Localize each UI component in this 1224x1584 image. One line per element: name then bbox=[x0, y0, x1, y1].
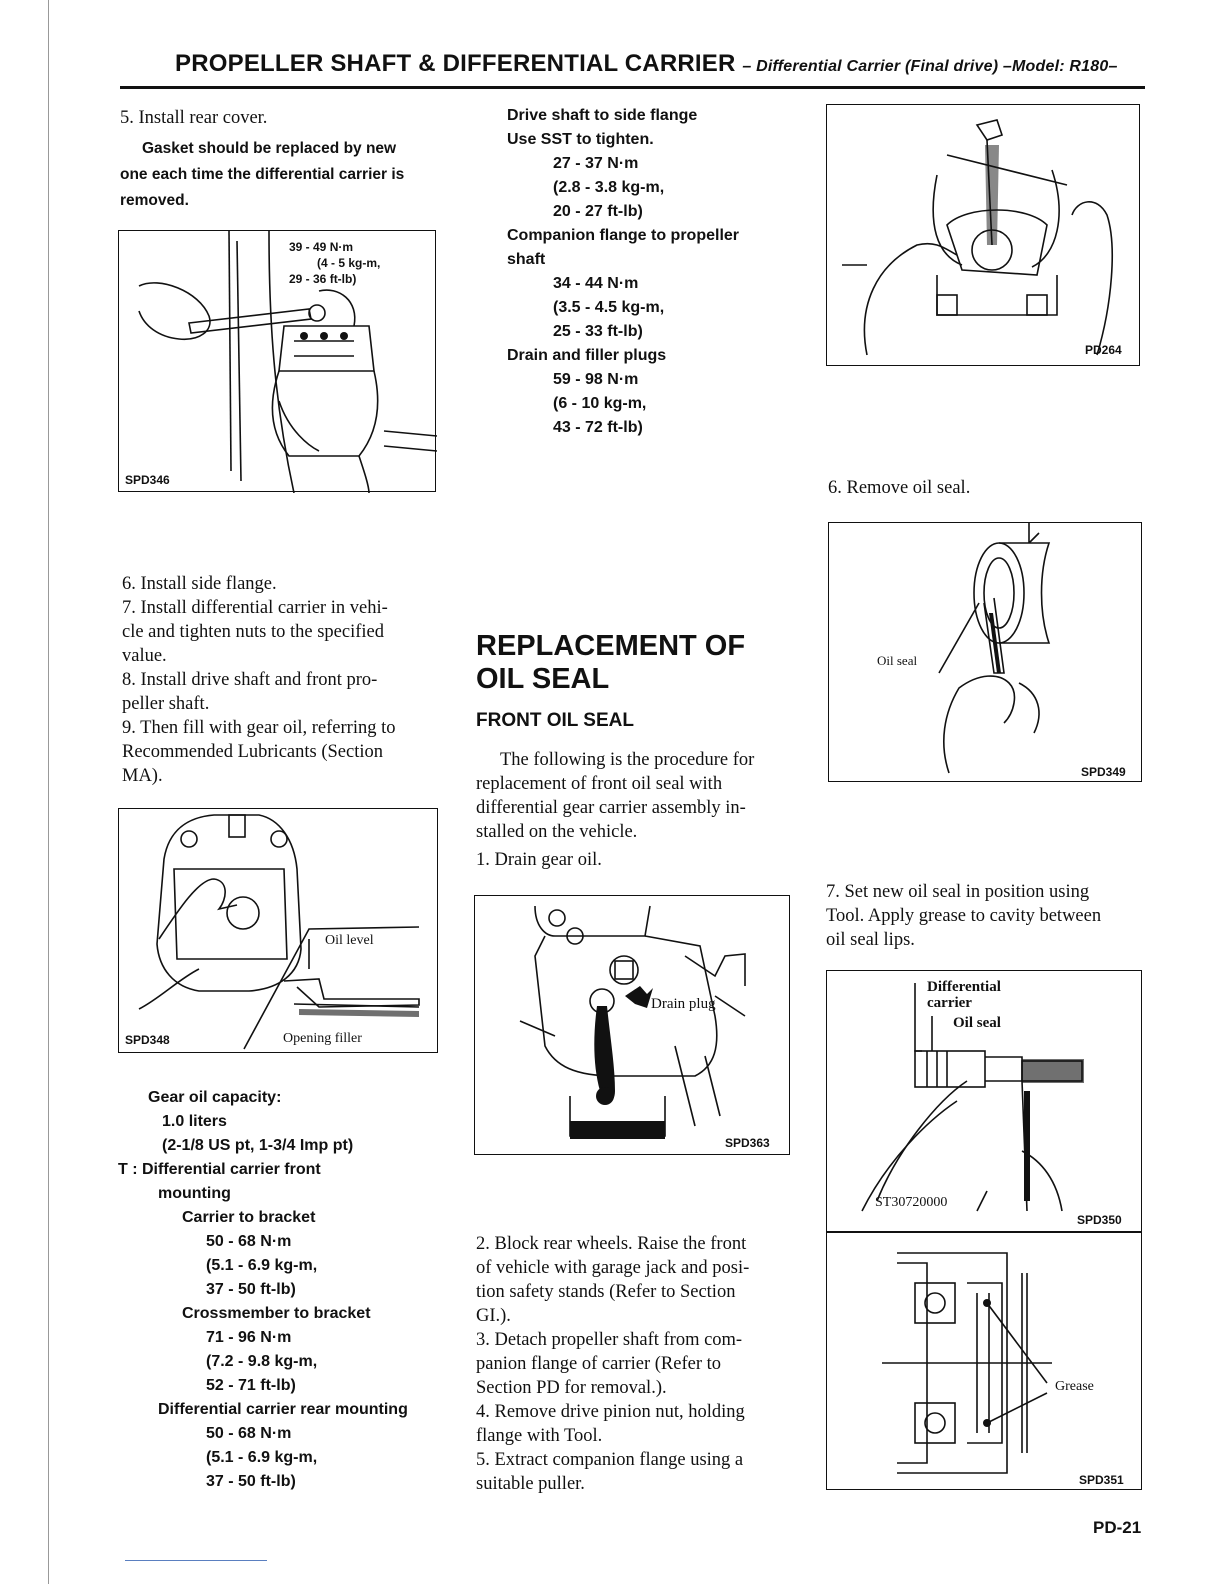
col1-step5: 5. Install rear cover. bbox=[120, 108, 268, 128]
tool-number-label: ST30720000 bbox=[875, 1195, 948, 1210]
figure-spd350 bbox=[826, 970, 1142, 1232]
spec-line: 50 - 68 N·m bbox=[206, 1425, 292, 1442]
gasket-note-line: removed. bbox=[120, 192, 189, 209]
torque-value: (4 - 5 kg-m, bbox=[317, 256, 381, 270]
step-line: 2. Block rear wheels. Raise the front bbox=[476, 1234, 747, 1254]
spec-line: Use SST to tighten. bbox=[507, 131, 654, 148]
header-rule bbox=[120, 86, 1145, 89]
col1-gasket-note bbox=[120, 136, 440, 214]
differential-label: Differential bbox=[927, 979, 1001, 995]
figure-code: PD264 bbox=[1085, 343, 1122, 357]
figure-code: SPD346 bbox=[125, 473, 170, 487]
spec-line: Drive shaft to side flange bbox=[507, 107, 698, 124]
intro-line: replacement of front oil seal with bbox=[476, 774, 723, 794]
col2-step1: 1. Drain gear oil. bbox=[476, 850, 602, 870]
torque-value: 29 - 36 ft-lb) bbox=[289, 272, 357, 286]
gasket-note-line: one each time the differential carrier is bbox=[120, 166, 405, 183]
oil-level-label: Oil level bbox=[325, 933, 374, 948]
spec-line: Drain and filler plugs bbox=[507, 347, 667, 364]
step-line: 5. Extract companion flange using a bbox=[476, 1450, 744, 1470]
step-line: 4. Remove drive pinion nut, holding bbox=[476, 1402, 745, 1422]
header-subtitle: – Differential Carrier (Final drive) –Model: R180– bbox=[742, 58, 1118, 75]
step-line: 7. Install differential carrier in vehi- bbox=[122, 598, 388, 618]
section-heading bbox=[476, 630, 745, 696]
drain-plug-label: Drain plug bbox=[651, 996, 716, 1012]
spec-line: 25 - 33 ft-lb) bbox=[553, 323, 643, 340]
header-title: PROPELLER SHAFT & DIFFERENTIAL CARRIER bbox=[175, 50, 736, 77]
figure-code: SPD350 bbox=[1077, 1213, 1122, 1227]
step-line: 8. Install drive shaft and front pro- bbox=[122, 670, 378, 690]
step-line: 3. Detach propeller shaft from com- bbox=[476, 1330, 743, 1350]
spec-line: (2-1/8 US pt, 1-3/4 Imp pt) bbox=[162, 1137, 354, 1154]
spec-line: 27 - 37 N·m bbox=[553, 155, 639, 172]
step-line: 6. Install side flange. bbox=[122, 574, 277, 594]
spec-line: (7.2 - 9.8 kg-m, bbox=[206, 1353, 318, 1370]
spec-line: shaft bbox=[507, 251, 546, 268]
torque-callout bbox=[289, 239, 380, 287]
oil-filler-illustration bbox=[119, 809, 439, 1054]
step-line: GI.). bbox=[476, 1306, 511, 1326]
figure-pd264 bbox=[826, 104, 1140, 366]
col3-step6: 6. Remove oil seal. bbox=[828, 478, 971, 498]
spec-line: 52 - 71 ft-lb) bbox=[206, 1377, 296, 1394]
rear-cover-illustration bbox=[119, 231, 437, 493]
spec-line: Carrier to bracket bbox=[182, 1209, 316, 1226]
spec-line: 71 - 96 N·m bbox=[206, 1329, 292, 1346]
figure-spd351 bbox=[826, 1232, 1142, 1490]
spec-line: Gear oil capacity: bbox=[148, 1089, 282, 1106]
step-line: 7. Set new oil seal in position using bbox=[826, 882, 1090, 902]
subheading-front-oil-seal: FRONT OIL SEAL bbox=[476, 710, 634, 731]
spec-line: Differential carrier rear mounting bbox=[158, 1401, 408, 1418]
step-line: suitable puller. bbox=[476, 1474, 585, 1494]
spec-line: 20 - 27 ft-lb) bbox=[553, 203, 643, 220]
spec-line: 50 - 68 N·m bbox=[206, 1233, 292, 1250]
puller-illustration bbox=[827, 105, 1141, 367]
figure-code: SPD349 bbox=[1081, 765, 1126, 779]
spec-line: mounting bbox=[158, 1185, 231, 1202]
step-line: flange with Tool. bbox=[476, 1426, 603, 1446]
figure-code: SPD363 bbox=[725, 1136, 770, 1150]
figure-code: SPD351 bbox=[1079, 1473, 1124, 1487]
figure-spd363 bbox=[474, 895, 790, 1155]
spec-line: (6 - 10 kg-m, bbox=[553, 395, 647, 412]
step-line: Recommended Lubricants (Section bbox=[122, 742, 383, 762]
opening-filler-label: Opening filler bbox=[283, 1031, 362, 1046]
torque-value: 39 - 49 N·m bbox=[289, 240, 354, 254]
spec-line: (5.1 - 6.9 kg-m, bbox=[206, 1257, 318, 1274]
oil-seal-label: Oil seal bbox=[953, 1015, 1001, 1031]
col2-intro bbox=[476, 748, 788, 844]
col3-step7 bbox=[826, 880, 1140, 952]
page-header bbox=[175, 50, 1118, 78]
col1-specs bbox=[118, 1086, 448, 1494]
figure-code: SPD348 bbox=[125, 1033, 170, 1047]
step-line: cle and tighten nuts to the specified bbox=[122, 622, 385, 642]
step-line: value. bbox=[122, 646, 167, 666]
heading-line: REPLACEMENT OF bbox=[476, 630, 746, 662]
carrier-label: carrier bbox=[927, 995, 972, 1011]
step-line: tion safety stands (Refer to Section bbox=[476, 1282, 736, 1302]
step-line: panion flange of carrier (Refer to bbox=[476, 1354, 721, 1374]
spec-line: (5.1 - 6.9 kg-m, bbox=[206, 1449, 318, 1466]
figure-spd346 bbox=[118, 230, 436, 492]
spec-line: Crossmember to bracket bbox=[182, 1305, 371, 1322]
spec-line: (2.8 - 3.8 kg-m, bbox=[553, 179, 665, 196]
figure-spd349 bbox=[828, 522, 1142, 782]
spec-line: Companion flange to propeller bbox=[507, 227, 740, 244]
page-number: PD-21 bbox=[1093, 1518, 1142, 1537]
col2-steps bbox=[476, 1232, 788, 1496]
intro-line: differential gear carrier assembly in- bbox=[476, 798, 746, 818]
grease-cavity-illustration bbox=[827, 1233, 1143, 1491]
spec-line: 34 - 44 N·m bbox=[553, 275, 639, 292]
spec-line: T : Differential carrier front bbox=[118, 1161, 321, 1178]
intro-line: stalled on the vehicle. bbox=[476, 822, 638, 842]
intro-line: The following is the procedure for bbox=[500, 750, 755, 770]
step-line: of vehicle with garage jack and posi- bbox=[476, 1258, 750, 1278]
step-line: Tool. Apply grease to cavity between bbox=[826, 906, 1102, 926]
scan-margin-line bbox=[48, 0, 49, 1584]
figure-spd348 bbox=[118, 808, 438, 1053]
step-line: Section PD for removal.). bbox=[476, 1378, 667, 1398]
spec-line: 43 - 72 ft-lb) bbox=[553, 419, 643, 436]
step-line: oil seal lips. bbox=[826, 930, 915, 950]
col2-specs bbox=[507, 104, 807, 440]
footer-line bbox=[125, 1560, 267, 1561]
step-line: 9. Then fill with gear oil, referring to bbox=[122, 718, 396, 738]
step-line: peller shaft. bbox=[122, 694, 210, 714]
spec-line: 1.0 liters bbox=[162, 1113, 227, 1130]
oil-seal-label: Oil seal bbox=[877, 653, 918, 668]
col1-steps bbox=[122, 572, 434, 788]
heading-line: OIL SEAL bbox=[476, 663, 610, 695]
grease-label: Grease bbox=[1055, 1379, 1094, 1394]
fig6-labels bbox=[927, 979, 1001, 1031]
spec-line: 37 - 50 ft-lb) bbox=[206, 1281, 296, 1298]
spec-line: (3.5 - 4.5 kg-m, bbox=[553, 299, 665, 316]
gasket-note-line: Gasket should be replaced by new bbox=[142, 140, 397, 157]
spec-line: 59 - 98 N·m bbox=[553, 371, 639, 388]
spec-line: 37 - 50 ft-lb) bbox=[206, 1473, 296, 1490]
step-line: MA). bbox=[122, 766, 163, 786]
drain-plug-illustration bbox=[475, 896, 791, 1156]
